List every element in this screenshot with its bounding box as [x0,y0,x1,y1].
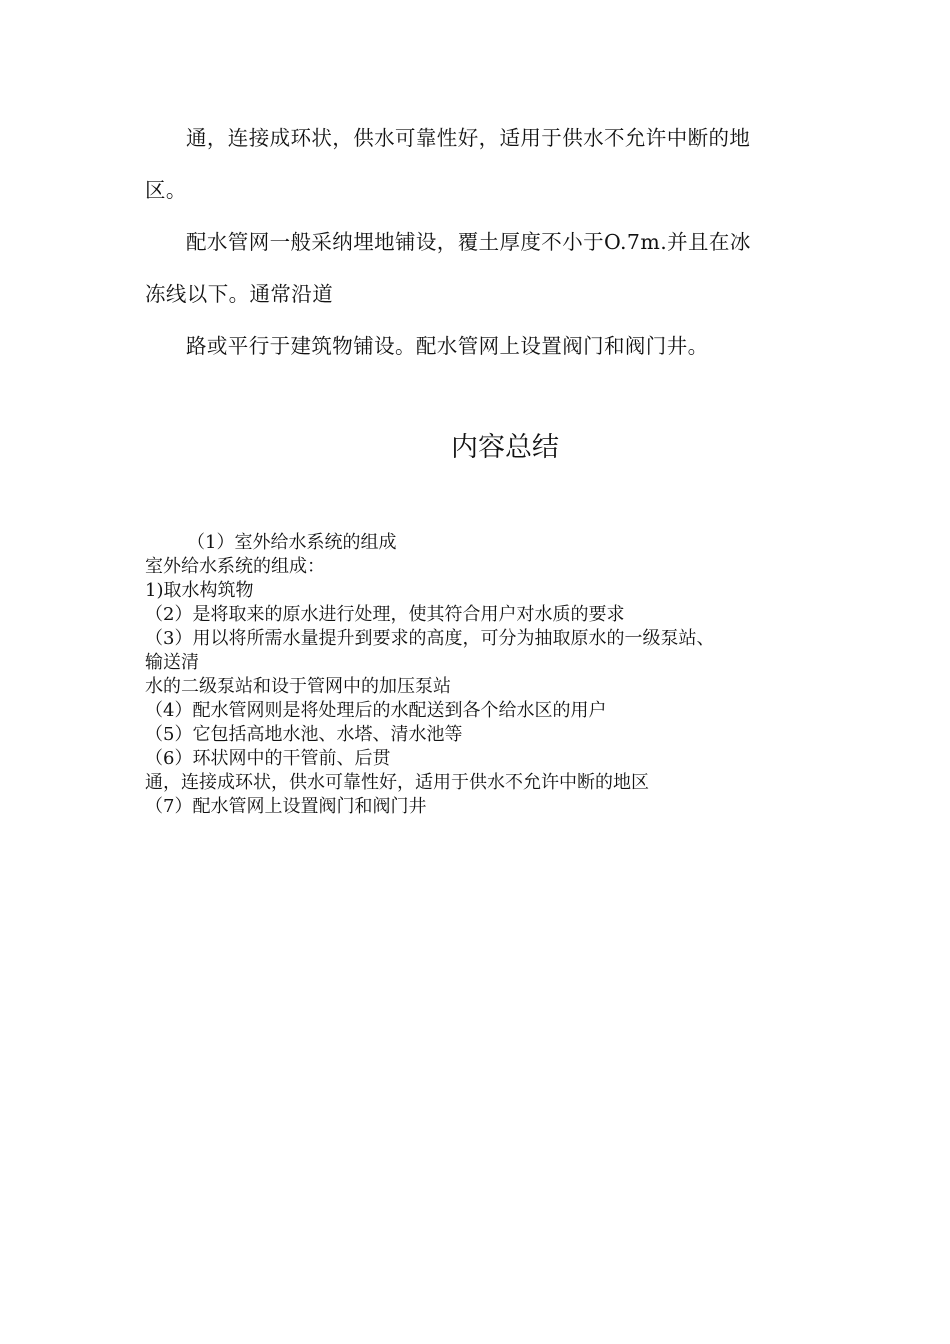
summary-line: （6）环状网中的干管前、后贯 [145,748,391,769]
summary-line: （1）室外给水系统的组成 [187,532,397,553]
summary-line: 输送清 [145,652,199,673]
section-title: 内容总结 [451,432,559,463]
paragraph-loop-network [145,112,800,216]
summary-line: 水的二级泵站和设于管网中的加压泵站 [145,676,451,697]
paragraph-line: 区。 [145,178,187,202]
paragraph-line: 通，连接成环状，供水可靠性好，适用于供水不允许中断的地 [186,126,751,150]
summary-line: 室外给水系统的组成： [145,556,325,577]
paragraph-line: 冻线以下。通常沿道 [145,282,334,306]
summary-line: （2）是将取来的原水进行处理，使其符合用户对水质的要求 [145,604,625,625]
summary-line: （7）配水管网上设置阀门和阀门井 [145,796,427,817]
summary-list [145,531,805,819]
summary-line: 1)取水构筑物 [145,580,254,601]
summary-line: （4）配水管网则是将处理后的水配送到各个给水区的用户 [145,700,607,721]
paragraph-burial [145,216,800,320]
summary-line: 通，连接成环状，供水可靠性好，适用于供水不允许中断的地区 [145,772,649,793]
paragraph-valves [145,320,800,372]
paragraph-line: 路或平行于建筑物铺设。配水管网上设置阀门和阀门井。 [186,334,709,358]
summary-line: （5）它包括高地水池、水塔、清水池等 [145,724,463,745]
summary-line: （3）用以将所需水量提升到要求的高度，可分为抽取原水的一级泵站、 [145,628,715,649]
paragraph-line: 配水管网一般采纳埋地铺设，覆土厚度不小于O.7m.并且在冰 [186,230,751,254]
